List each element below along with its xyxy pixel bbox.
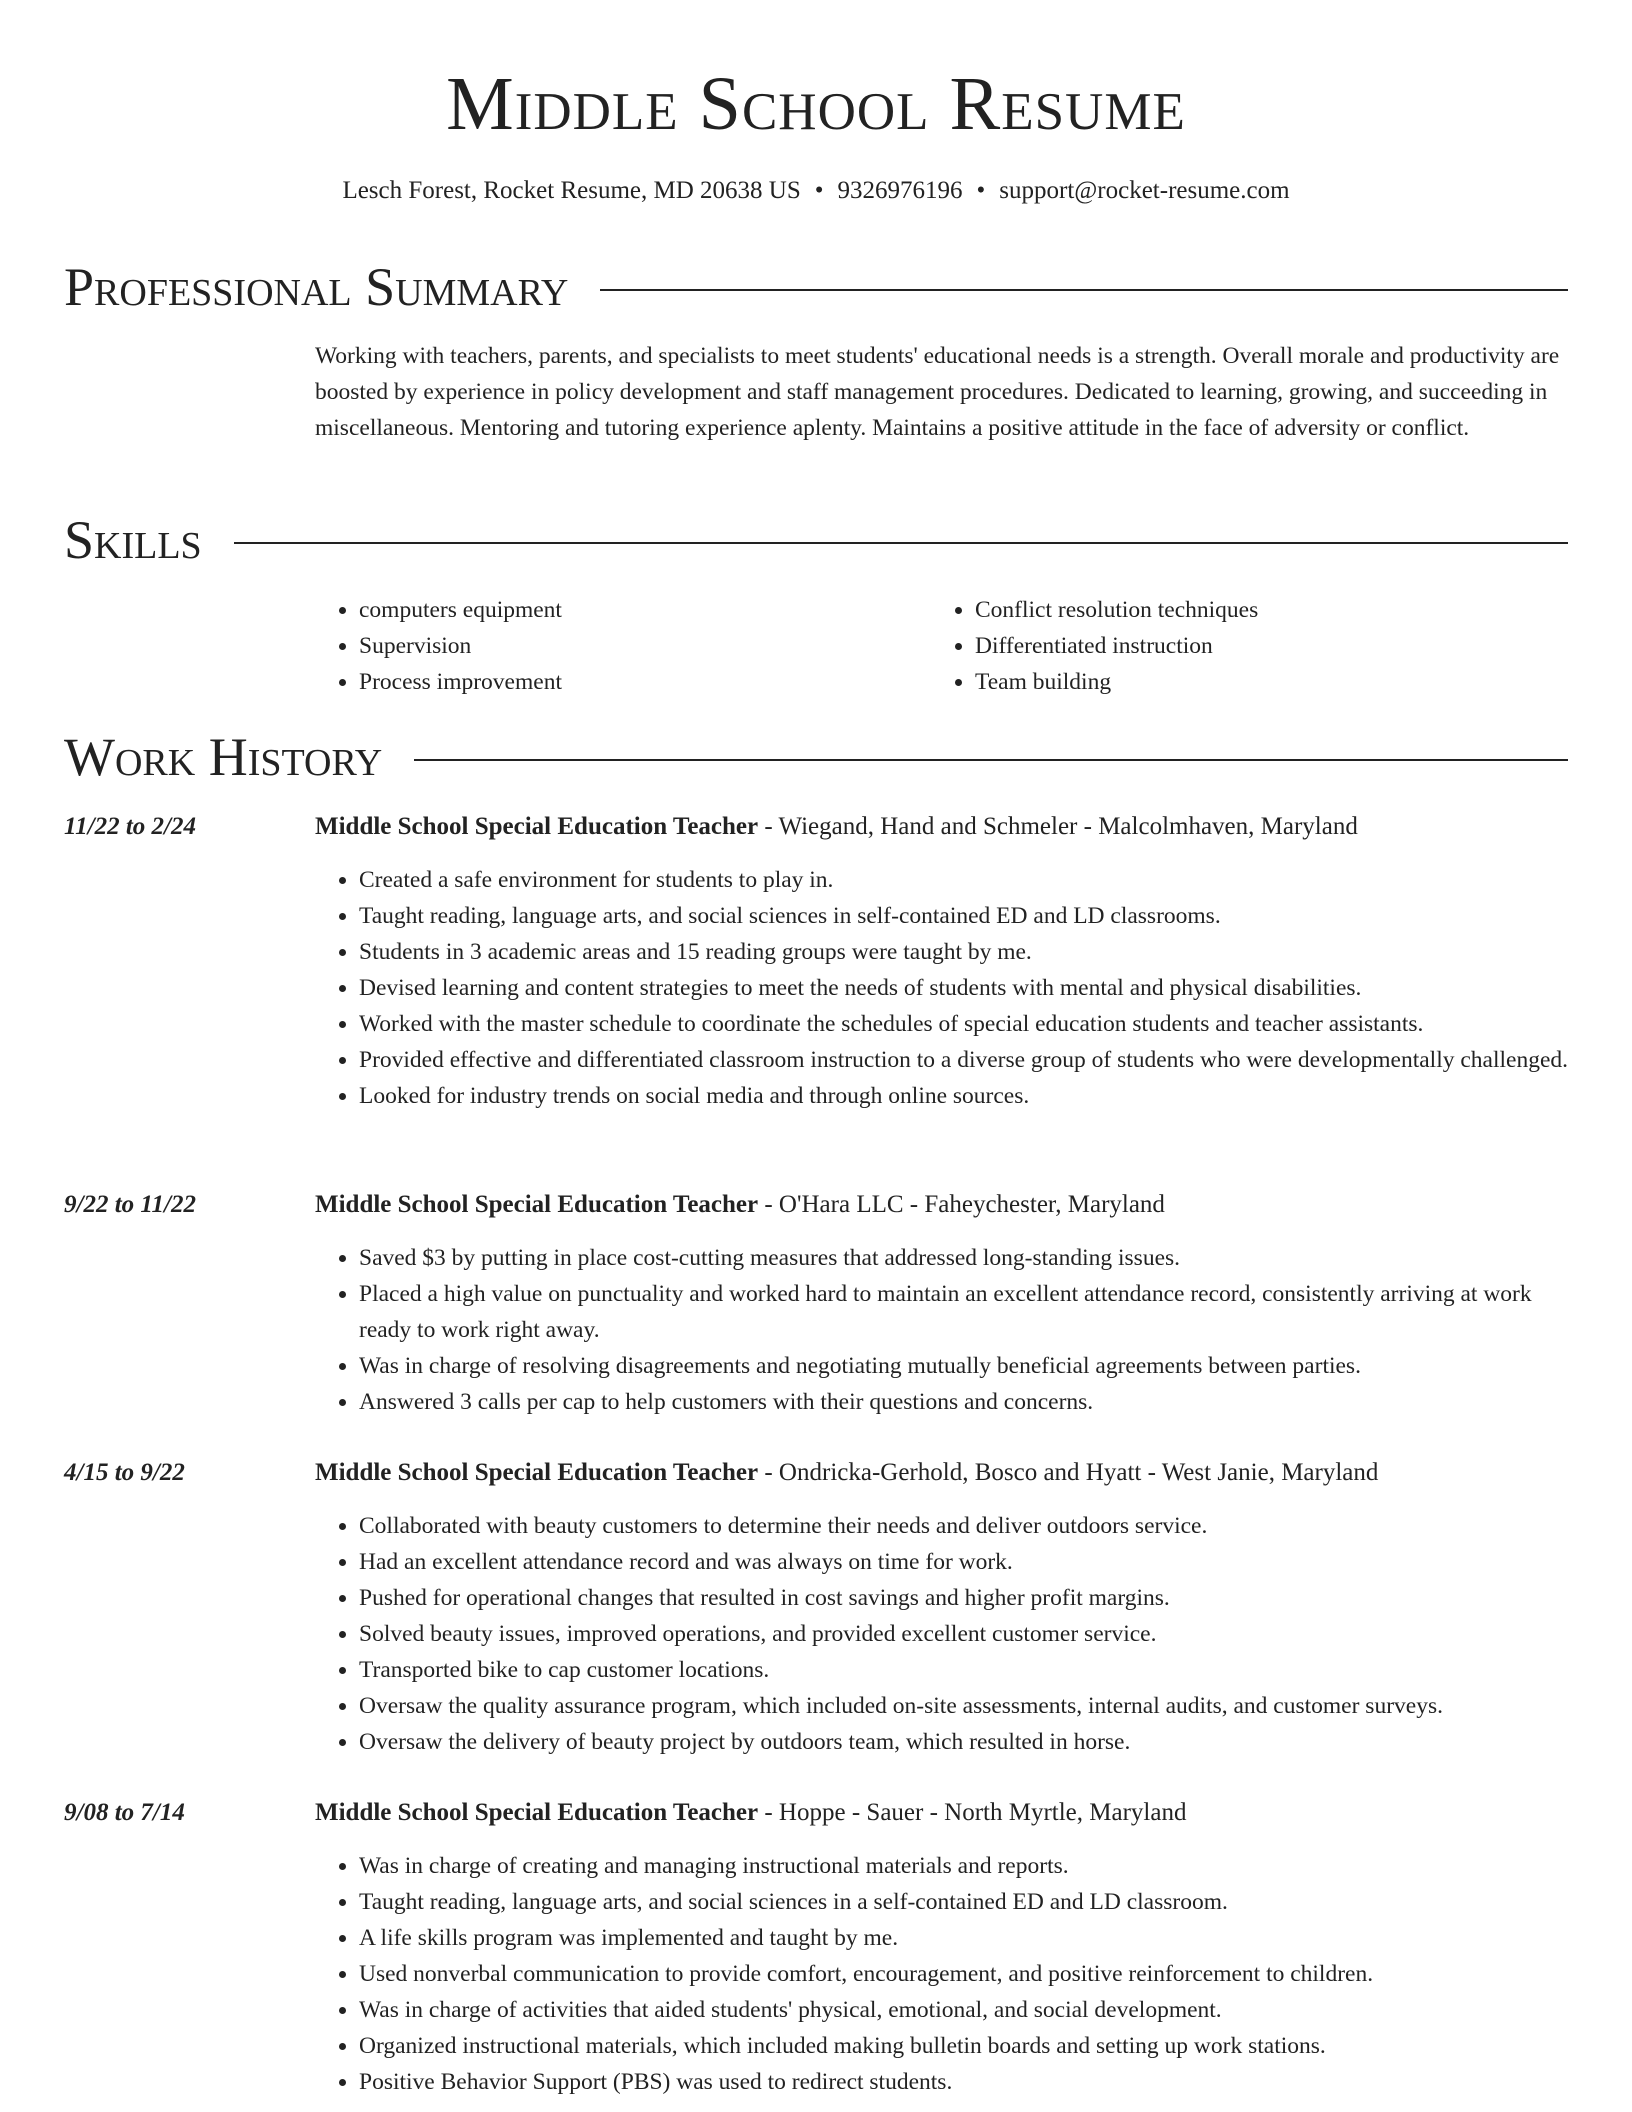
skill-item: • Team building bbox=[975, 664, 1547, 700]
skills-list bbox=[315, 592, 1567, 700]
contact-separator: • bbox=[976, 177, 986, 204]
skill-item: • Conflict resolution techniques bbox=[975, 592, 1547, 628]
job-employer-location: - Ondricka-Gerhold, Bosco and Hyatt - West Janie, Maryland bbox=[758, 1459, 1379, 1486]
contact-separator: • bbox=[814, 177, 824, 204]
job-title: Middle School Special Education Teacher bbox=[315, 1191, 759, 1218]
job-employer-location: - Hoppe - Sauer - North Myrtle, Maryland bbox=[758, 1799, 1187, 1826]
contact-phone: 9326976196 bbox=[837, 177, 963, 204]
job-bullet: • Oversaw the delivery of beauty project by outdoors team, which resulted in horse. bbox=[359, 1724, 1568, 1760]
job-date: 9/22 to 11/22 bbox=[64, 1191, 196, 1218]
job-bullets bbox=[315, 1848, 1568, 2100]
job-title: Middle School Special Education Teacher bbox=[315, 1459, 759, 1486]
job-employer-location: - Wiegand, Hand and Schmeler - Malcolmhaven, Maryland bbox=[758, 813, 1358, 840]
contact-email: support@rocket-resume.com bbox=[999, 177, 1290, 204]
job-bullet: • Used nonverbal communication to provide comfort, encouragement, and positive reinforcement to children. bbox=[359, 1956, 1568, 1992]
job-bullet: • A life skills program was implemented and taught by me. bbox=[359, 1920, 1568, 1956]
skill-item: • Process improvement bbox=[359, 664, 931, 700]
skills-section-header bbox=[64, 508, 1568, 572]
job-bullet: • Collaborated with beauty customers to determine their needs and deliver outdoors service. bbox=[359, 1508, 1568, 1544]
summary-text: Working with teachers, parents, and specialists to meet students' educational needs is a strength. Overall morale and productivity are boosted by experience in policy development and staff management procedures. Dedicated to learning, growing, and succeeding in miscellaneous. Mentoring and tutoring experience aplenty. Maintains a positive attitude in the face of adversity or conflict. bbox=[315, 343, 1560, 441]
job-title: Middle School Special Education Teacher bbox=[315, 813, 759, 840]
work-heading: Work History bbox=[64, 727, 383, 787]
job-bullet: • Placed a high value on punctuality and worked hard to maintain an excellent attendance record, consistently arriving at work ready to work right away. bbox=[359, 1276, 1568, 1348]
job-bullet: • Organized instructional materials, which included making bulletin boards and setting up work stations. bbox=[359, 2028, 1568, 2064]
job-bullet: • Saved $3 by putting in place cost-cutting measures that addressed long-standing issues. bbox=[359, 1240, 1568, 1276]
section-divider bbox=[234, 542, 1568, 544]
job-bullet: • Taught reading, language arts, and social sciences in a self-contained ED and LD classroom. bbox=[359, 1884, 1568, 1920]
skill-item: • computers equipment bbox=[359, 592, 931, 628]
contact-address: Lesch Forest, Rocket Resume, MD 20638 US bbox=[342, 177, 801, 204]
job-bullet: • Students in 3 academic areas and 15 reading groups were taught by me. bbox=[359, 934, 1568, 970]
job-bullet: • Oversaw the quality assurance program, which included on-site assessments, internal audits, and customer surveys. bbox=[359, 1688, 1568, 1724]
job-bullet: • Answered 3 calls per cap to help customers with their questions and concerns. bbox=[359, 1384, 1568, 1420]
skill-item: • Differentiated instruction bbox=[975, 628, 1547, 664]
job-bullet: • Looked for industry trends on social media and through online sources. bbox=[359, 1078, 1568, 1114]
job-title-line bbox=[315, 1188, 1568, 1222]
skills-column-right bbox=[931, 592, 1547, 700]
summary-section-header bbox=[64, 255, 1568, 319]
skills-column-left bbox=[315, 592, 931, 700]
job-bullet: • Worked with the master schedule to coordinate the schedules of special education students and teacher assistants. bbox=[359, 1006, 1568, 1042]
job-bullet: • Had an excellent attendance record and was always on time for work. bbox=[359, 1544, 1568, 1580]
job-date: 9/08 to 7/14 bbox=[64, 1799, 185, 1826]
job-bullets bbox=[315, 1240, 1568, 1420]
work-section-header bbox=[64, 725, 1568, 789]
skills-heading: Skills bbox=[64, 510, 202, 570]
job-bullet: • Was in charge of activities that aided students' physical, emotional, and social development. bbox=[359, 1992, 1568, 2028]
contact-line bbox=[0, 174, 1632, 208]
job-title: Middle School Special Education Teacher bbox=[315, 1799, 759, 1826]
job-title-line bbox=[315, 810, 1568, 844]
job-bullet: • Taught reading, language arts, and social sciences in self-contained ED and LD classrooms. bbox=[359, 898, 1568, 934]
job-title-line bbox=[315, 1456, 1568, 1490]
skill-item: • Supervision bbox=[359, 628, 931, 664]
job-bullets bbox=[315, 1508, 1568, 1760]
job-employer-location: - O'Hara LLC - Faheychester, Maryland bbox=[758, 1191, 1165, 1218]
section-divider bbox=[600, 289, 1568, 291]
resume-name: Middle School Resume bbox=[446, 62, 1186, 146]
job-bullet: • Created a safe environment for students to play in. bbox=[359, 862, 1568, 898]
job-bullet: • Solved beauty issues, improved operations, and provided excellent customer service. bbox=[359, 1616, 1568, 1652]
job-bullets bbox=[315, 862, 1568, 1114]
job-bullet: • Transported bike to cap customer locations. bbox=[359, 1652, 1568, 1688]
job-bullet: • Was in charge of creating and managing instructional materials and reports. bbox=[359, 1848, 1568, 1884]
job-bullet: • Positive Behavior Support (PBS) was used to redirect students. bbox=[359, 2064, 1568, 2100]
job-bullet: • Provided effective and differentiated classroom instruction to a diverse group of students who were developmentally challenged. bbox=[359, 1042, 1568, 1078]
job-bullet: • Was in charge of resolving disagreements and negotiating mutually beneficial agreements between parties. bbox=[359, 1348, 1568, 1384]
job-date: 11/22 to 2/24 bbox=[64, 813, 196, 840]
job-bullet: • Devised learning and content strategies to meet the needs of students with mental and physical disabilities. bbox=[359, 970, 1568, 1006]
section-divider bbox=[414, 759, 1568, 761]
job-title-line bbox=[315, 1796, 1568, 1830]
summary-heading: Professional Summary bbox=[64, 257, 569, 317]
job-bullet: • Pushed for operational changes that resulted in cost savings and higher profit margins. bbox=[359, 1580, 1568, 1616]
job-date: 4/15 to 9/22 bbox=[64, 1459, 185, 1486]
